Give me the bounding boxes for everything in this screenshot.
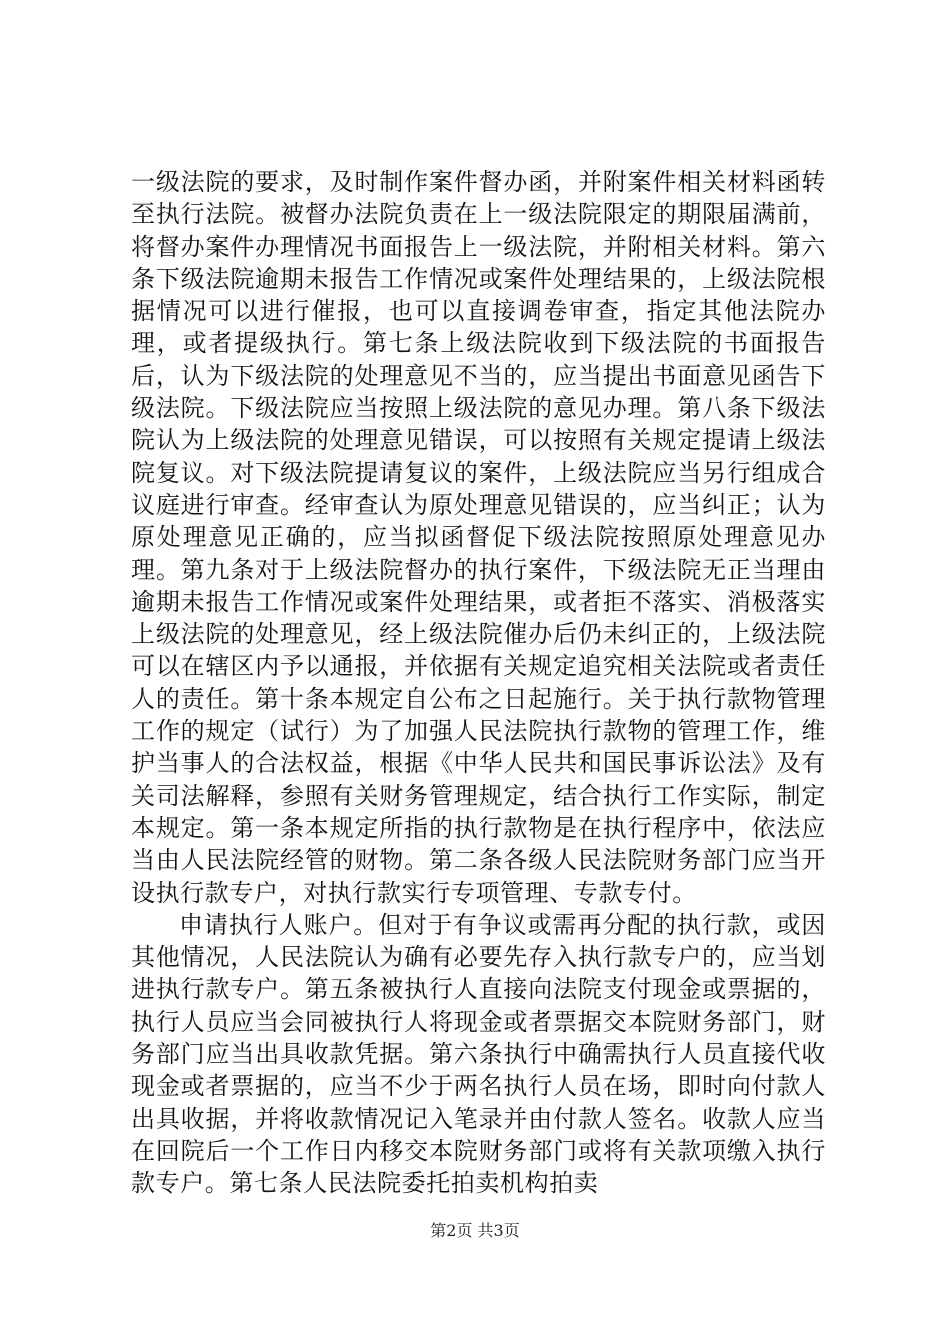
paragraph-1: 一级法院的要求，及时制作案件督办函，并附案件相关材料函转至执行法院。被督办法院负责在上一级法院限定的期限届满前，将督办案件办理情况书面报告上一级法院，并附相关材料。第六条下级法院逾期未报告工作情况或案件处理结果的，上级法院根据情况可以进行催报，也可以直接调卷审查，指定其他法院办理，或者提级执行。第七条上级法院收到下级法院的书面报告后，认为下级法院的处理意见不当的，应当提出书面意见函告下级法院。下级法院应当按照上级法院的意见办理。第八条下级法院认为上级法院的处理意见错误，可以按照有关规定提请上级法院复议。对下级法院提请复议的案件，上级法院应当另行组成合议庭进行审查。经审查认为原处理意见错误的，应当纠正；认为原处理意见正确的，应当拟函督促下级法院按照原处理意见办理。第九条对于上级法院督办的执行案件，下级法院无正当理由逾期未报告工作情况或案件处理结果，或者拒不落实、消极落实上级法院的处理意见，经上级法院催办后仍未纠正的，上级法院可以在辖区内予以通报，并依据有关规定追究相关法院或者责任人的责任。第十条本规定自公布之日起施行。关于执行款物管理工作的规定（试行）为了加强人民法院执行款物的管理工作，维护当事人的合法权益，根据《中华人民共和国民事诉讼法》及有关司法解释，参照有关财务管理规定，结合执行工作实际，制定本规定。第一条本规定所指的执行款物是在执行程序中，依法应当由人民法院经管的财物。第二条各级人民法院财务部门应当开设执行款专户，对执行款实行专项管理、专款专付。 bbox=[131, 168, 826, 907]
page-footer: 第2页 共3页 bbox=[430, 1221, 520, 1240]
document-body bbox=[131, 166, 826, 1200]
paragraph-2: 申请执行人账户。但对于有争议或需再分配的执行款，或因其他情况，人民法院认为确有必要先存入执行款专户的，应当划进执行款专户。第五条被执行人直接向法院支付现金或票据的，执行人员应当会同被执行人将现金或者票据交本院财务部门，财务部门应当出具收款凭据。第六条执行中确需执行人员直接代收现金或者票据的，应当不少于两名执行人员在场，即时向付款人出具收据，并将收款情况记入笔录并由付款人签名。收款人应当在回院后一个工作日内移交本院财务部门或将有关款项缴入执行款专户。第七条人民法院委托拍卖机构拍卖 bbox=[131, 910, 826, 1198]
